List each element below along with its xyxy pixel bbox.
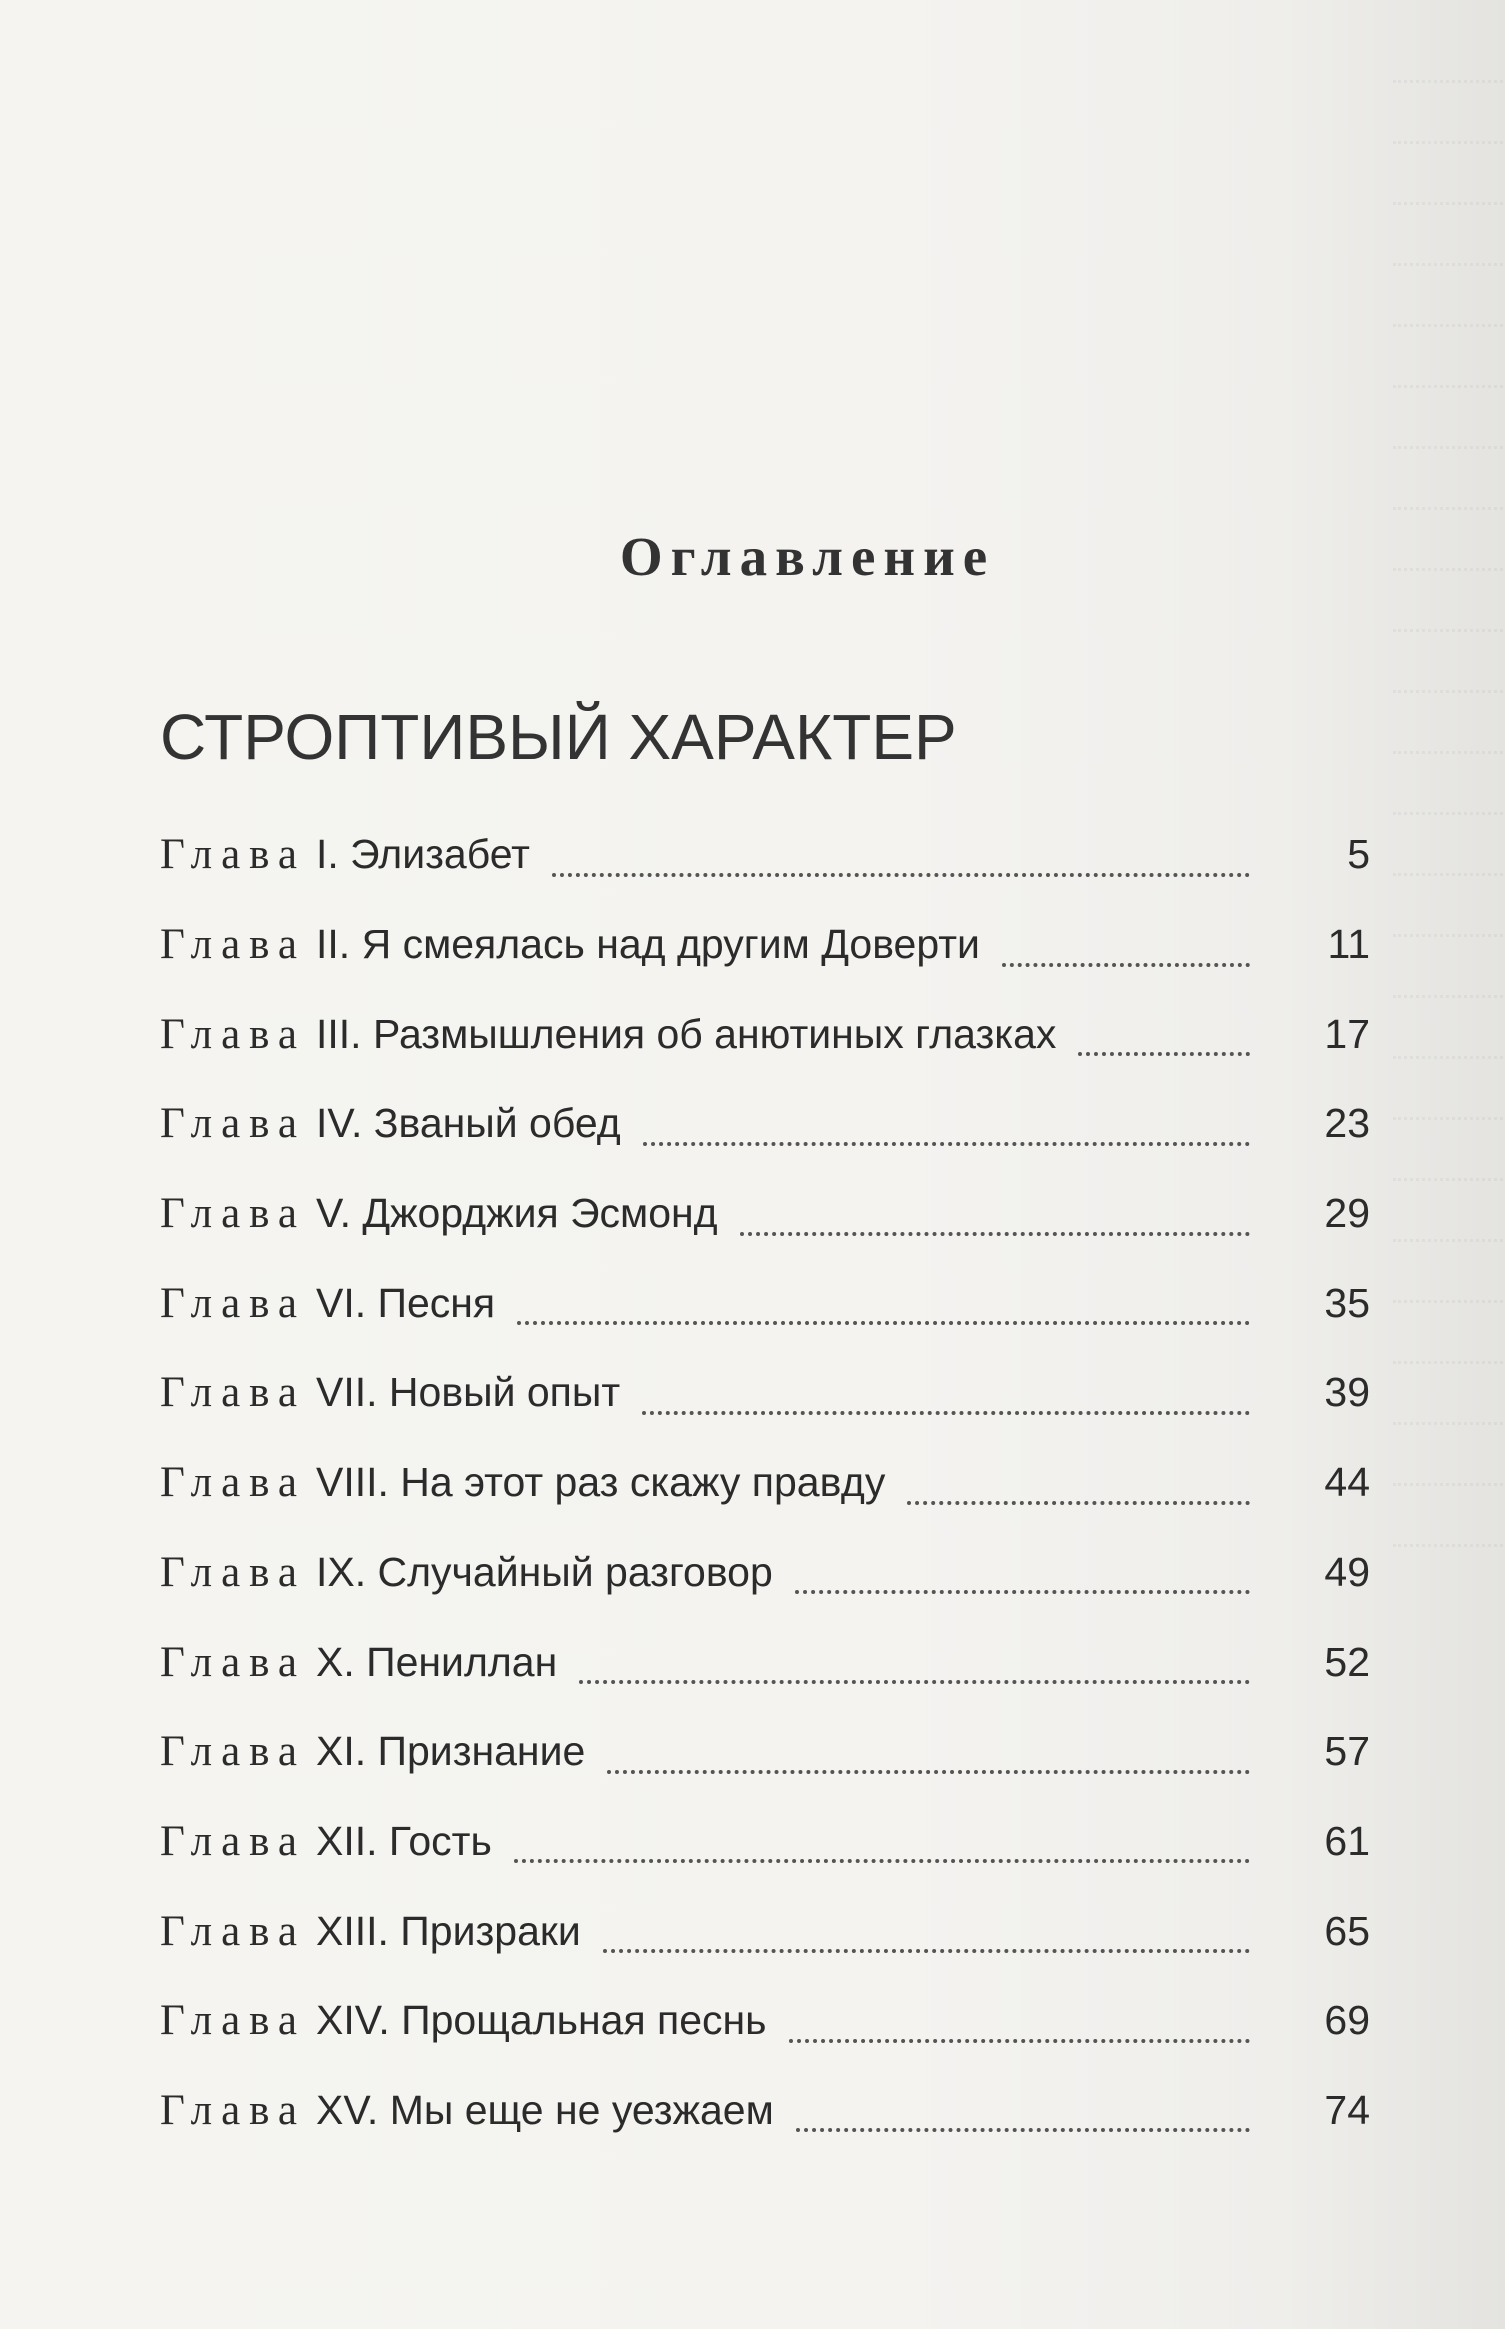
dot-leader bbox=[796, 2088, 1250, 2132]
entry-title: III. Размышления об анютиных глазках bbox=[316, 1010, 1057, 1057]
page-title: Оглавление bbox=[619, 526, 996, 587]
entry-title: II. Я смеялась над другим Доверти bbox=[316, 921, 980, 968]
toc-entry[interactable] bbox=[160, 1976, 1400, 2066]
entry-page: 74 bbox=[1324, 2086, 1370, 2133]
entry-prefix: Глава bbox=[160, 1279, 306, 1327]
toc-entry[interactable] bbox=[160, 1528, 1400, 1618]
entry-page: 39 bbox=[1324, 1369, 1370, 1416]
entry-title: I. Элизабет bbox=[316, 831, 530, 878]
dot-leader bbox=[607, 1730, 1250, 1774]
entry-page: 5 bbox=[1347, 831, 1370, 878]
entry-page: 69 bbox=[1324, 1997, 1370, 2044]
entry-prefix: Глава bbox=[160, 1728, 306, 1776]
entry-prefix: Глава bbox=[160, 1997, 306, 2045]
dot-leader bbox=[642, 1371, 1250, 1415]
entry-prefix: Глава bbox=[160, 2086, 306, 2134]
entry-page: 17 bbox=[1324, 1010, 1370, 1057]
entry-page: 11 bbox=[1327, 921, 1370, 968]
dot-leader bbox=[1002, 923, 1250, 967]
toc-entry[interactable] bbox=[160, 1707, 1400, 1797]
entry-title: XV. Мы еще не уезжаем bbox=[316, 2086, 774, 2133]
toc-entry[interactable] bbox=[160, 2066, 1400, 2156]
toc-entry[interactable] bbox=[160, 1438, 1400, 1528]
entry-prefix: Глава bbox=[160, 1638, 306, 1686]
entry-title: VI. Песня bbox=[316, 1279, 496, 1326]
entry-title: XII. Гость bbox=[316, 1817, 492, 1864]
table-of-contents bbox=[160, 810, 1400, 2155]
entry-page: 52 bbox=[1324, 1638, 1370, 1685]
entry-prefix: Глава bbox=[160, 1817, 306, 1865]
entry-prefix: Глава bbox=[160, 1010, 306, 1058]
entry-prefix: Глава bbox=[160, 1548, 306, 1596]
toc-entry[interactable] bbox=[160, 1797, 1400, 1887]
entry-prefix: Глава bbox=[160, 1369, 306, 1417]
dot-leader bbox=[552, 833, 1250, 877]
toc-entry[interactable] bbox=[160, 1617, 1400, 1707]
entry-title: X. Пениллан bbox=[316, 1638, 558, 1685]
dot-leader bbox=[907, 1461, 1250, 1505]
entry-page: 65 bbox=[1324, 1907, 1370, 1954]
entry-title: XIV. Прощальная песнь bbox=[316, 1997, 767, 2044]
section-title: СТРОПТИВЫЙ ХАРАКТЕР bbox=[160, 701, 957, 773]
toc-entry[interactable] bbox=[160, 1258, 1400, 1348]
toc-entry[interactable] bbox=[160, 989, 1400, 1079]
entry-page: 61 bbox=[1324, 1817, 1370, 1864]
entry-prefix: Глава bbox=[160, 1907, 306, 1955]
dot-leader bbox=[514, 1819, 1250, 1863]
dot-leader bbox=[740, 1192, 1250, 1236]
toc-entry[interactable] bbox=[160, 1169, 1400, 1259]
entry-prefix: Глава bbox=[160, 1100, 306, 1148]
entry-page: 23 bbox=[1324, 1100, 1370, 1147]
entry-title: XI. Признание bbox=[316, 1728, 586, 1775]
entry-title: V. Джорджия Эсмонд bbox=[316, 1190, 718, 1237]
dot-leader bbox=[643, 1102, 1250, 1146]
entry-prefix: Глава bbox=[160, 921, 306, 969]
dot-leader bbox=[795, 1550, 1250, 1594]
dot-leader bbox=[517, 1281, 1250, 1325]
toc-entry[interactable] bbox=[160, 1886, 1400, 1976]
entry-prefix: Глава bbox=[160, 1190, 306, 1238]
entry-title: XIII. Призраки bbox=[316, 1907, 581, 1954]
entry-page: 57 bbox=[1324, 1728, 1370, 1775]
dot-leader bbox=[1078, 1012, 1250, 1056]
entry-page: 44 bbox=[1324, 1459, 1370, 1506]
entry-title: VIII. На этот раз скажу правду bbox=[316, 1459, 886, 1506]
dot-leader bbox=[579, 1640, 1250, 1684]
dot-leader bbox=[789, 1999, 1250, 2043]
entry-title: IV. Званый обед bbox=[316, 1100, 621, 1147]
toc-entry[interactable] bbox=[160, 900, 1400, 990]
entry-title: VII. Новый опыт bbox=[316, 1369, 621, 1416]
entry-title: IX. Случайный разговор bbox=[316, 1548, 773, 1595]
entry-page: 35 bbox=[1324, 1279, 1370, 1326]
entry-page: 49 bbox=[1324, 1548, 1370, 1595]
toc-entry[interactable] bbox=[160, 1348, 1400, 1438]
entry-prefix: Глава bbox=[160, 1459, 306, 1507]
toc-entry[interactable] bbox=[160, 810, 1400, 900]
toc-entry[interactable] bbox=[160, 1079, 1400, 1169]
dot-leader bbox=[603, 1909, 1250, 1953]
entry-page: 29 bbox=[1324, 1190, 1370, 1237]
entry-prefix: Глава bbox=[160, 831, 306, 879]
